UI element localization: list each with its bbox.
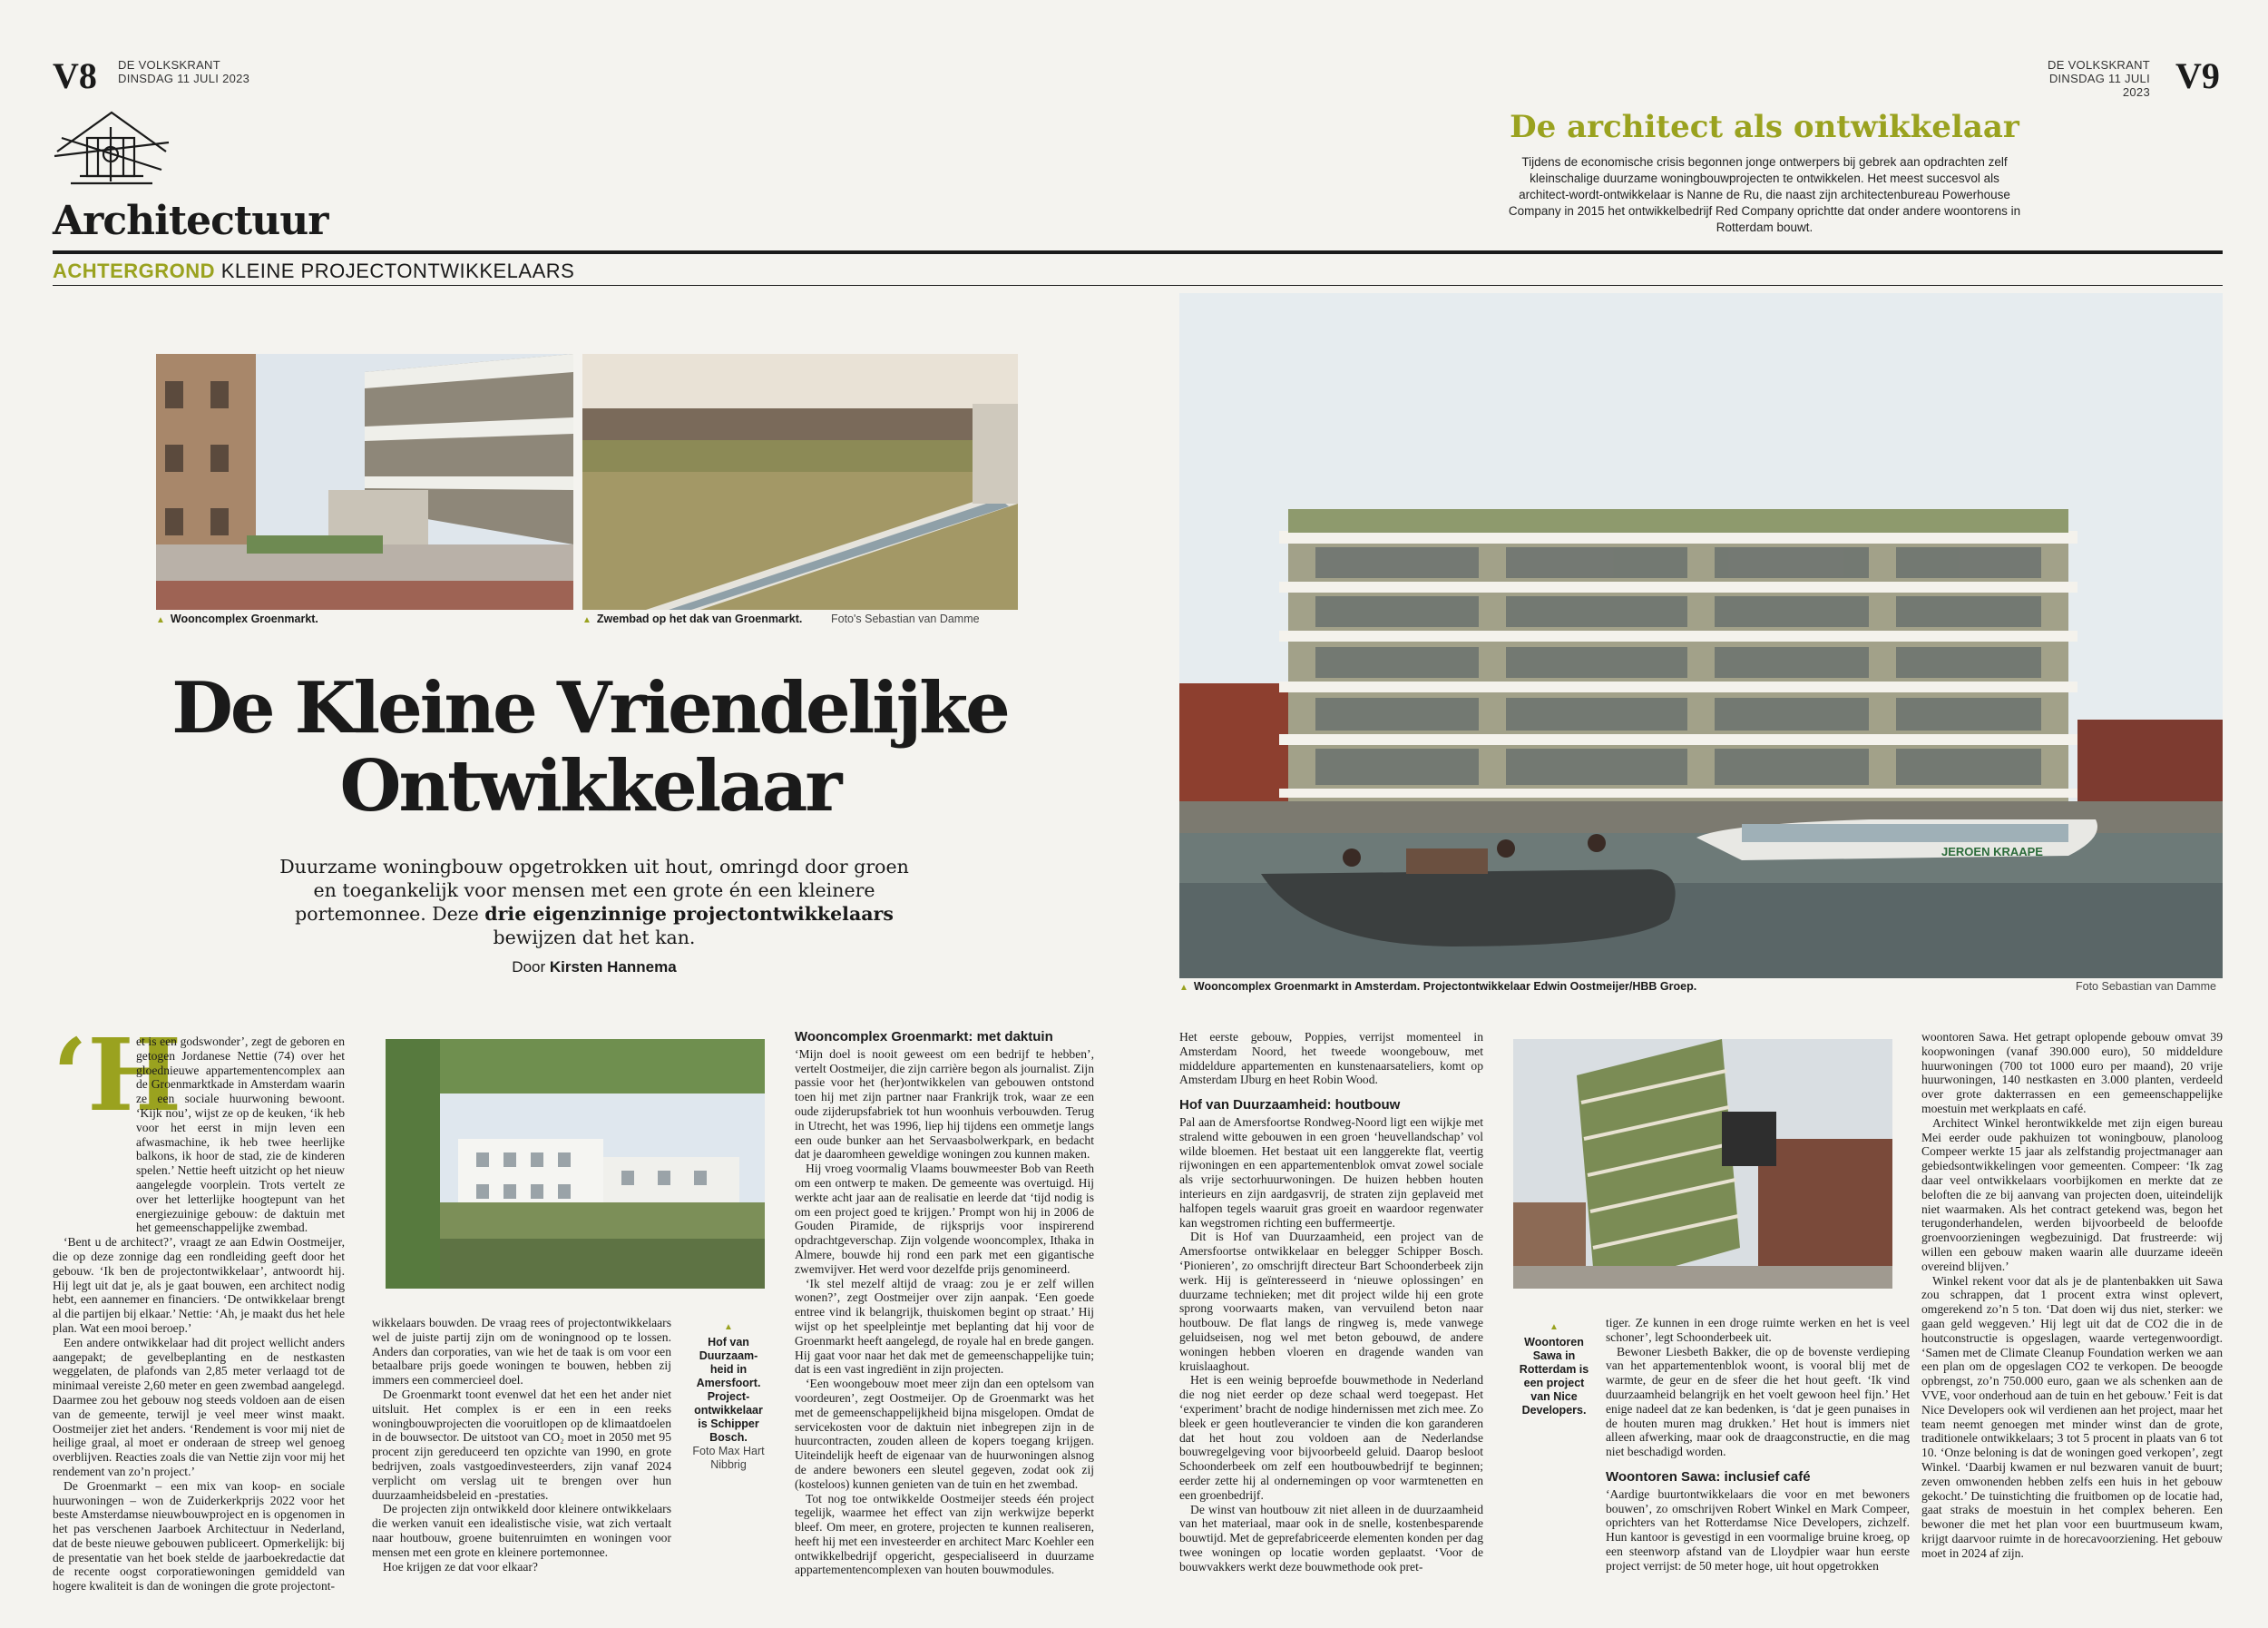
caption-hof-photo: ▲ Hof van Duurzaam-heid in Amersfoort. Project-ontwikkelaar is Schipper Bosch. Foto Max Hart Nibbrig — [692, 1322, 765, 1471]
paragraph: ‘Ik stel mezelf altijd de vraag: zou je er zelf willen wonen?’, zegt Oostmeijer over zijn aanpak. ‘Een goede entree vind ik belangrijk, thuiskomen begint op straat.’ Hij wijst op het speelpleintje met beplanting dat hij voor de Groenmarkt heeft aangelegd, de royale hal en brede gangen. Hij gaat voor naar het dak met de gemeenschappelijke tuin; dat is een vast ingrediënt in zijn projecten. — [795, 1276, 1094, 1377]
paragraph: woontoren Sawa. Het getrapt oplopende gebouw omvat 39 koopwoningen (vanaf 390.000 euro), 50 middeldure huurwoningen (700 tot 1000 euro per maand), 20 vrije huurwoningen, 140 nestkasten en 3.000 planten, verdeeld over grote dakterrassen en een gemeenschappelijke moestuin met werkplaats en café. — [1921, 1030, 2223, 1115]
masthead-left — [118, 58, 249, 85]
drop-cap: ‘H — [53, 1016, 182, 1133]
byline: Door Kirsten Hannema — [512, 958, 677, 976]
paragraph: De projecten zijn ontwikkeld door kleinere ontwikkelaars die werken vanuit een idealistische visie, wat zich vertaalt naar houtbouw, groene buitenruimten en woningen voor mensen met een grote en kleinere portemonnee. — [372, 1502, 671, 1559]
photo-groenmarkt-main — [1179, 293, 2223, 978]
kicker — [53, 260, 574, 283]
article-column-2 — [372, 1316, 671, 1574]
issue-date-right: DINSDAG 11 JULI 2023 — [2048, 72, 2150, 99]
paragraph: De winst van houtbouw zit niet alleen in de duurzaamheid van het materiaal, maar ook in de snelle, kostenbesparende bouwtijd. Met de geprefabriceerde elementen konden per dag twee woningen op locatie worden geplaatst. ‘Voor de bouwvakkers werkt deze bouwmethode ook pret- — [1179, 1502, 1483, 1574]
caption-triangle-icon: ▲ — [724, 1322, 733, 1332]
paragraph: ‘Mijn doel is nooit geweest om een bedrijf te hebben’, vertelt Oostmeijer, die zijn carrière begon als journalist. Zijn passie voor het (her)ontwikkelen van gebouwen ontstond toen hij met zijn partner naar Frankrijk trok, waar ze een oude zijderupsfabriek tot hun woonhuis verbouwden. Terug in Utrecht, het was 1996, liep hij tijdens een ommetje langs een oude bunker aan het Servaasbolwerkpark, en bedacht dat je daaromheen geweldige woningen zou kunnen maken. — [795, 1046, 1094, 1162]
credit-main-photo: Foto Sebastian van Damme — [2076, 980, 2216, 993]
header-rule — [53, 250, 2223, 254]
caption-triangle-icon: ▲ — [1179, 983, 1188, 993]
photo-hof-van-duurzaamheid — [386, 1039, 765, 1289]
newspaper-name-right: DE VOLKSKRANT — [2048, 58, 2150, 72]
subhead-hof: Hof van Duurzaamheid: houtbouw — [1179, 1097, 1401, 1113]
kicker-label: ACHTERGROND — [53, 260, 216, 282]
paragraph: wikkelaars bouwden. De vraag rees of projectontwikkelaars wel de juiste partij zijn om de woningnood op te lossen. Anders dan corporaties, van wie het de taak is om voor een betaalbare prijs goede woningen te bouwen, hebben zij immers een commercieel doel. — [372, 1316, 671, 1388]
paragraph: Bewoner Liesbeth Bakker, die op de bovenste verdieping van het appartementenblok woont, is vooral blij met de warmte, de geur en de sfeer die het hout geeft. ‘Ik vind duurzaamheid belangrijk en het voelt gewoon heel fijn.’ Het enige nadeel dat ze kan bedenken, is ‘dat je geen punaises in de houten muren mag drukken.’ Het hout is immers niet alleen afwerking, maar ook de draagconstructie, en die mag niet beschadigd worden. — [1606, 1344, 1910, 1459]
paragraph: Architect Winkel herontwikkelde met zijn eigen bureau Mei eerder oude pakhuizen tot woningbouw, planoloog Compeer werkte 15 jaar als zelfstandig projectmanager aan gebiedsontwikkelingen voor gemeenten. Compeer: ‘Ik zag daar veel ontwikkelaars voorbijkomen en merkte dat ze beloften die ze bij aanvang van projecten doen, uiteindelijk niet waarmaken. Als het contract getekend was, begon het terugonderhandelen, werden bijvoorbeeld de beloofde groenvoorzieningen wegbezuinigd. Dat frustreerde: wij willen een gebouw maken waarin alle duurzame ideeën overeind blijven.’ — [1921, 1115, 2223, 1273]
headline-line-2: Ontwikkelaar — [339, 745, 840, 828]
subhead-sawa: Woontoren Sawa: inclusief café — [1606, 1468, 1811, 1485]
caption-triangle-icon: ▲ — [1549, 1322, 1559, 1332]
paragraph: Een andere ontwikkelaar had dit project wellicht anders aangepakt; de gevelbeplanting en de nestkasten weggelaten, de plafonds van 2,85 meter verlaagd tot de minimaal vereiste 2,60 meter en geen zwembad aangelegd. Daarmee zou het gebouw nog steeds voldoen aan de eisen van de gemeente, terwijl je veel meer winst maakt. Oostmeijer ziet het anders. ‘Rendement is voor mij niet de heilige graal, al moet er onderaan de streep wel genoeg overblijven. Reacties zoals die van Nettie zijn voor mij het rendement van zo’n project.’ — [53, 1335, 345, 1478]
paragraph: et is een godswonder’, zegt de geboren en getogen Jordanese Nettie (74) over het gloednieuwe appartementencomplex aan de Groenmarktkade in Amsterdam waarin ze een sociale huurwoning bewoont. ‘Kijk nou’, wijst ze op de keuken, ‘ik heb voor het eerst in mijn leven een afwasmachine, ik heb twee heerlijke balkons, ik hoor de stad, zie de kinderen spelen.’ Nettie heeft uitzicht op het nieuw aangelegde voorplein. Trots vertelt ze over het letterlijke hoogtepunt van het energiezuinige gebouw: de daktuin met het gemeenschappelijke zwembad. — [136, 1035, 345, 1235]
article-column-5 — [1606, 1316, 1910, 1574]
caption-triangle-icon: ▲ — [582, 615, 591, 625]
article-column-4 — [1179, 1030, 1483, 1574]
paragraph: Dit is Hof van Duurzaamheid, een project van de Amersfoortse ontwikkelaar en belegger Schipper Bosch. ‘Pionieren’, zo omschrijft directeur Bart Schoonderbeek zijn werk. Hij is geïnteresseerd in ‘nieuwe oplossingen’ en duurzame technieken; met dit project wilde hij een grote sprong voorwaarts maken, van vervuilend beton naar houtbouw. De flat langs de ringweg is, mede vanwege geluidseisen, nog wel met beton gebouwd, de andere woningen hebben vloeren en dragende wanden van kruislaaghout. — [1179, 1230, 1483, 1373]
subhead-groenmarkt: Wooncomplex Groenmarkt: met daktuin — [795, 1029, 1053, 1044]
paragraph: ‘Een woongebouw moet meer zijn dan een optelsom van voordeuren’, zegt Oostmeijer. Op de Groenmarkt was het met de gemeenschappelijkheid bijna misgelopen. Omdat de servicekosten voor de daktuin niet inbegrepen zijn in de huurcontracten, zouden alleen de kopers toegang krijgen. Uiteindelijk heeft de eigenaar van de huurwoningen alsnog de andere bewoners een sleutel gegeven, zodat ook zij (kosteloos) kunnen genieten van de tuin en het zwembad. — [795, 1377, 1094, 1491]
paragraph: Hij vroeg voormalig Vlaams bouwmeester Bob van Reeth om een ontwerp te maken. De gemeente was overtuigd. Hij werkte acht jaar aan de realisatie en leerde dat ‘tijd nodig is om een project goed te krijgen.’ Prompt won hij in 2006 de Gouden Piramide, de rijksprijs voor inspirerend opdrachtgeverschap. Zijn volgende wooncomplex, Ithaka in Almere, bouwde hij rond een park met een gigantische zwemvijver. Het werd voor dezelfde prijs genomineerd. — [795, 1162, 1094, 1276]
photo-rooftop-pool — [582, 354, 1018, 610]
series-intro: Tijdens de economische crisis begonnen jonge ontwerpers bij gebrek aan opdrachten zelf kleinschalige duurzame woningbouwprojecten te ontwikkelen. Het meest succesvol als architect-wordt-ontwikkelaar is Nanne de Ru, die naast zijn architectenbureau Powerhouse Company in 2015 het ontwikkelbedrijf Red Company oprichtte dat onder andere woontorens in Rotterdam bouwt. — [1508, 155, 2021, 234]
caption-top-photo-2: ▲ Zwembad op het dak van Groenmarkt. — [582, 613, 803, 625]
article-column-3 — [795, 1030, 1094, 1577]
paragraph: Pal aan de Amersfoortse Rondweg-Noord ligt een wijkje met stralend witte gebouwen in een groen ‘heuvellandschap’ vol wilde bloemen. Het bestaat uit een langgerekte flat, veertig rijwoningen en een appartementenblok omvat zowel sociale als vrije sectorhuurwoningen. De huizen hebben houten interieurs en zijn aardgasvrij, de straten zijn geplaveid met halfopen tegels waaruit gras groeit en waardoor regenwater kan wegstromen richting een buffermeertje. — [1179, 1114, 1483, 1230]
paragraph: ‘Bent u de architect?’, vraagt ze aan Edwin Oostmeijer, die op deze zonnige dag een rondleiding geeft door het gebouw. ‘Ik ben de projectontwikkelaar’, antwoordt hij. Hij legt uit dat je, als je gaat bouwen, een architect nodig hebt, een aannemer en financiers. ‘De ontwikkelaar brengt al die partijen bij elkaar.’ Nettie: ‘Ah, je maakt dus het hele plan. Wat een mooi beroep.’ — [53, 1235, 345, 1335]
caption-triangle-icon: ▲ — [156, 615, 165, 625]
article-column-1 — [53, 1035, 345, 1594]
paragraph: Het is een weinig beproefde bouwmethode in Nederland die nog niet eerder op deze schaal werd toegepast. Het ‘experiment’ bracht de nodige hindernissen met zich mee. Zo bleek er geen houtleverancier te vinden die kon garanderen dat het hout zou voldoen aan de Nederlandse bouwregelgeving voor bijvoorbeeld geluid. Daarop besloot Schoonderbeek om zelf een houtbouwbedrijf te beginnen; eerder zette hij al ondernemingen op voor warmtenetten en een groenbedrijf. — [1179, 1373, 1483, 1502]
author-name: Kirsten Hannema — [549, 958, 677, 976]
deck-emphasis: drie eigenzinnige projectontwikkelaars — [484, 903, 894, 925]
paragraph: Winkel rekent voor dat als je de plantenbakken uit Sawa zou schrappen, dat 1 procent extra winst oplevert, omgerekend zo’n 5 ton. ‘Dat doen wij dus niet, sterker: we gaan geld weggeven.’ Hij legt uit dat de CO2 die in de houtconstructie is opgeslagen, waarde vertegenwoordigt. ‘Samen met de Climate Cleanup Foundation werken we aan een plan om de opgeslagen CO2 te verkopen. De beoogde opbrengst, zo’n 750.000 euro, gaan we als schenken aan de VVE, voor onderhoud aan de tuin en het gebouw.’ Feit is dat Nice Developers ook wil verdienen aan het project, maar het team neemt genoegen met minder winst dan de grote, traditionele ontwikkelaars; 3 tot 5 procent in plaats van 6 tot 10. ‘Onze beloning is dat de woningen goed verkopen’, zegt Winkel. ‘Daarbij kwamen er nul bezwaren vanuit de buurt; zeven omwonenden hebben zelfs een huis in het gebouw gekocht.’ De tuinstichting die fruitbomen op de locatie had, gaat straks de moestuin in het complex beheren. Een bewoner die met het plan voor een buurtmuseum kwam, krijgt daarvoor ruimte in de horecavoorziening. Het gebouw moet in 2024 af zijn. — [1921, 1273, 2223, 1560]
boat-lettering: JEROEN KRAAPE — [1941, 845, 2043, 858]
credit-hof-photo: Foto Max Hart Nibbrig — [692, 1445, 765, 1471]
headline — [136, 667, 1043, 828]
architecture-logo-icon — [53, 102, 171, 192]
masthead-right — [2023, 58, 2150, 99]
caption-sawa-photo: ▲ Woontoren Sawa in Rotterdam is een project van Nice Developers. — [1517, 1320, 1591, 1417]
page-number-left: V8 — [53, 55, 97, 96]
deck: Duurzame woningbouw opgetrokken uit hout, omringd door groen en toegankelijk voor mensen met een grote én een kleinere portemonnee. Deze drie eigenzinnige projectontwikkelaars bewijzen dat het kan. — [279, 856, 909, 948]
paragraph: Het eerste gebouw, Poppies, verrijst momenteel in Amsterdam Noord, het tweede woongebouw, met middeldure appartementen en kunstenaarsateliers, komt op Amsterdam IJburg en heet Robin Wood. — [1179, 1030, 1483, 1087]
paragraph: De Groenmarkt toont evenwel dat het een het ander niet uitsluit. Het complex is er een in een reeks woningbouwprojecten die vooruitlopen op de klimaatdoelen in de bouwsector. De uitstoot van CO₂ moet in 2050 met 95 procent zijn gereduceerd ten opzichte van 1990, en grote bedrijven, zoals vastgoedinvesteerders, zijn vanaf 2024 verplicht om verslag uit te brengen over hun duurzaamheidsbeleid en -prestaties. — [372, 1387, 671, 1502]
photo-woontoren-sawa — [1513, 1039, 1892, 1289]
issue-date: DINSDAG 11 JULI 2023 — [118, 72, 250, 85]
credit-top-photos: Foto's Sebastian van Damme — [831, 613, 980, 625]
article-column-6 — [1921, 1030, 2223, 1560]
caption-main-photo: ▲ Wooncomplex Groenmarkt in Amsterdam. Projectontwikkelaar Edwin Oostmeijer/HBB Groep. — [1179, 980, 1697, 993]
paragraph: ‘Aardige buurtontwikkelaars die voor en met bewoners bouwen’, zo omschrijven Robert Winkel en Mark Compeer, oprichters van het Rotterdamse Nice Developers, zichzelf. Hun kantoor is gevestigd in een voormalige bruine kroeg, op een steenworp afstand van de Lloydpier waar hun eerste project verrijst: de 50 meter hoge, uit hout opgetrokken — [1606, 1486, 1910, 1573]
paragraph: tiger. Ze kunnen in een droge ruimte werken en het is veel schoner’, legt Schoonderbeek uit. — [1606, 1316, 1910, 1344]
caption-top-photo-1: ▲ Wooncomplex Groenmarkt. — [156, 613, 318, 625]
page-number-right: V9 — [2175, 55, 2220, 96]
series-title: De architect als ontwikkelaar — [1510, 109, 2019, 145]
kicker-rule — [53, 285, 2223, 286]
kicker-topic: KLEINE PROJECTONTWIKKELAARS — [220, 260, 575, 282]
headline-line-1: De Kleine Vriendelijke — [171, 667, 1008, 750]
newspaper-name: DE VOLKSKRANT — [118, 58, 220, 72]
paragraph: Tot nog toe ontwikkelde Oostmeijer steeds één project tegelijk, waarmee het effect van zijn werkwijze beperkt bleef. Om meer, en grotere, projecten te kunnen realiseren, heeft hij met een investeerder en architect Marc Koehler een ontwikkelbedrijf opgericht, gespecialiseerd in duurzame appartementencomplexen van houten bouwmodules. — [795, 1491, 1094, 1577]
paragraph: Hoe krijgen ze dat voor elkaar? — [383, 1559, 538, 1574]
photo-groenmarkt-courtyard — [156, 354, 573, 610]
paragraph: De Groenmarkt – een mix van koop- en sociale huurwoningen – won de Zuiderkerkprijs 2022 voor het beste Amsterdamse nieuwbouwproject en is opgenomen in het pas verschenen Jaarboek Architectuur in Nederland, dat de beste nieuwe gebouwen publiceert. Opmerkelijk: bij de presentatie van het boek stelde de jaarboekredactie dat de recente oogst corporatiewoningen gemiddeld van hogere kwaliteit is dan de woningen die grote projectont- — [53, 1478, 345, 1594]
section-title: Architectuur — [53, 198, 328, 244]
